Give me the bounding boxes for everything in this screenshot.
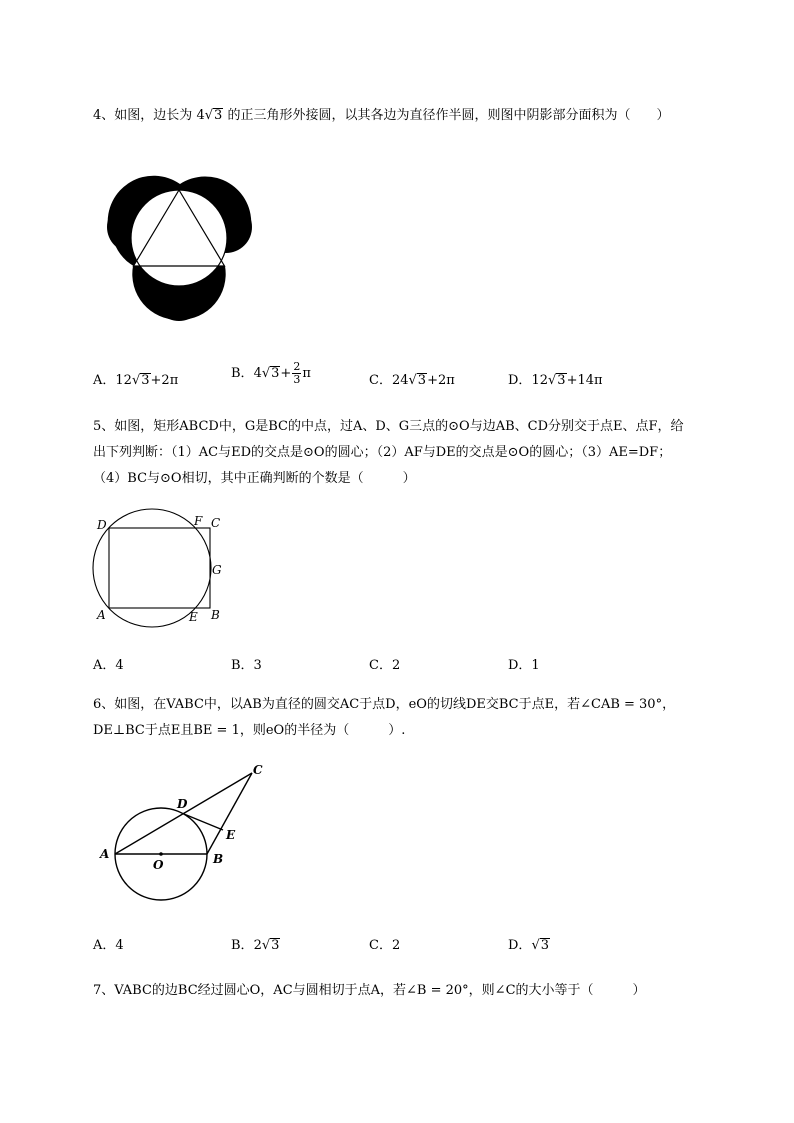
option-d[interactable]: D．12√3+14π — [508, 373, 603, 388]
sqrt-3: 3 — [214, 108, 223, 123]
rectangle-abcd — [109, 528, 210, 608]
label-f: F — [194, 514, 203, 528]
circumscribed-circle — [131, 190, 227, 286]
label-b: B — [211, 608, 220, 622]
option-c[interactable]: C．24√3+2π — [369, 373, 455, 388]
label-d: D — [177, 797, 188, 811]
label-a: A — [100, 847, 110, 861]
tangent-de — [184, 814, 223, 830]
option-d[interactable]: D．√3 — [508, 938, 550, 953]
option-a[interactable]: A．4 — [93, 938, 124, 953]
label-b: B — [213, 852, 224, 866]
q5-figure — [90, 508, 240, 633]
label-d: D — [97, 518, 107, 532]
option-a[interactable]: A．4 — [93, 658, 124, 673]
option-c[interactable]: C．2 — [369, 938, 401, 953]
option-b[interactable]: B．2√3 — [231, 938, 280, 953]
q4-options — [93, 360, 693, 389]
label-c: C — [211, 516, 221, 530]
option-d[interactable]: D．1 — [508, 658, 540, 673]
label-e: E — [226, 828, 236, 842]
question-5-stem: 5、如图，矩形ABCD中，G是BC的中点，过A、D、G三点的⊙O与边AB、CD分别交于点E、点F，给 出下列判断：（1）AC与ED的交点是⊙O的圆心；（2）AF与DE的交点是⊙O的圆心；（3）AE=DF； （4）BC与⊙O相切，其中正确判断的个数是（ ） — [93, 419, 684, 486]
question-7-stem: 7、VABC的边BC经过圆心O，AC与圆相切于点A，若∠B = 20°，则∠C的大小等于（ ） — [93, 983, 646, 998]
question-4-stem: 4、如图，边长为 4√3 的正三角形外接圆，以其各边为直径作半圆，则图中阴影部分面积为（ ） — [93, 108, 670, 123]
label-a: A — [97, 608, 106, 622]
option-b[interactable]: B．4√3+ $\frac{2}{3}$ π — [231, 360, 311, 386]
label-g: G — [212, 563, 222, 577]
question-6-stem: 6、如图，在VABC中，以AB为直径的圆交AC于点D，eO的切线DE交BC于点E，若∠CAB = 30°， DE⊥BC于点E且BE = 1，则eO的半径为（ ）. — [93, 697, 676, 738]
q6-figure — [95, 758, 275, 903]
option-c[interactable]: C．2 — [369, 658, 401, 673]
label-o: O — [153, 858, 164, 872]
q5-options — [93, 654, 693, 674]
option-a[interactable]: A．12√3+2π — [93, 373, 179, 388]
q6-options — [93, 934, 693, 954]
label-e: E — [189, 610, 198, 624]
q4-figure — [100, 175, 260, 327]
label-c: C — [253, 763, 263, 777]
option-b[interactable]: B．3 — [231, 658, 262, 673]
